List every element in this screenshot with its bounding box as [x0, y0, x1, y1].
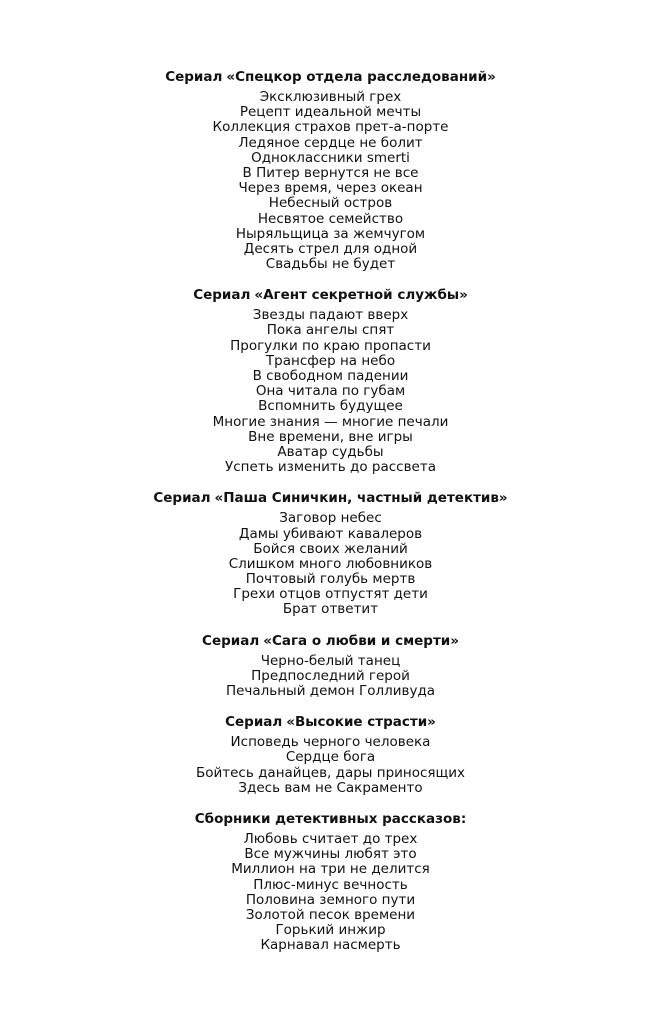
book-title: Сердце бога [285, 749, 376, 766]
book-title: Исповедь черного человека [230, 734, 431, 751]
series-prefix: Сериал [193, 287, 251, 304]
book-title: Вспомнить будущее [258, 398, 403, 415]
collections-heading [0, 810, 661, 828]
book-title: Аватар судьбы [277, 443, 384, 460]
book-title: Предпоследний герой [251, 667, 410, 684]
book-title: Многие знания — многие печали [212, 413, 449, 430]
book-list-page [0, 68, 661, 967]
series-heading [0, 713, 661, 731]
series-name: «Сага о любви и смерти» [263, 632, 459, 649]
book-title-list [0, 654, 661, 700]
series-prefix: Сериал [153, 490, 211, 507]
book-title: Золотой песок времени [245, 906, 416, 923]
book-title: В свободном падении [252, 368, 409, 384]
book-title: Плюс-минус вечность [253, 876, 408, 893]
series-section [0, 286, 661, 475]
book-title-list [0, 90, 661, 272]
book-title: Она читала по губам [255, 383, 406, 400]
series-heading [0, 632, 661, 650]
book-title: Бойся своих желаний [253, 540, 408, 557]
book-title: Грехи отцов отпустят дети [233, 586, 428, 603]
book-title-list [0, 511, 661, 617]
book-title: Миллион на три не делится [231, 861, 430, 878]
book-title: Брат ответит [282, 601, 379, 618]
series-section [0, 489, 661, 617]
book-title: Трансфер на небо [265, 352, 396, 369]
book-title: Слишком много любовников [228, 555, 433, 572]
book-title: Рецепт идеальной мечты [239, 104, 422, 121]
book-title: Почтовый голубь мертв [245, 571, 416, 588]
book-title-list [0, 832, 661, 954]
book-title: Эксклюзивный грех [259, 89, 402, 105]
book-title-list [0, 308, 661, 475]
book-title-list [0, 735, 661, 796]
book-title: Ныряльщица за жемчугом [235, 225, 426, 242]
book-title: Заговор небес [279, 510, 382, 527]
series-prefix: Сериал [165, 69, 223, 85]
book-title: Несвятое семейство [257, 210, 404, 227]
book-title: Все мужчины любят это [244, 846, 417, 863]
series-heading [0, 68, 661, 86]
book-title: Десять стрел для одной [243, 240, 418, 257]
book-title: Черно-белый танец [260, 652, 401, 669]
series-section [0, 632, 661, 700]
book-title: Через время, через океан [238, 180, 423, 197]
book-title: Пока ангелы спят [266, 322, 395, 339]
series-prefix: Сериал [225, 714, 283, 731]
book-title: Карнавал насмерть [260, 937, 401, 954]
book-title: Свадьбы не будет [265, 256, 396, 273]
book-title: Здесь вам не Сакраменто [238, 779, 423, 796]
series-heading [0, 286, 661, 304]
book-title: Ледяное сердце не болит [238, 134, 423, 151]
series-section [0, 713, 661, 796]
book-title: Коллекция страхов прет-а-порте [212, 119, 449, 136]
book-title: Горький инжир [275, 922, 386, 939]
book-title: Прогулки по краю пропасти [230, 337, 431, 354]
book-title: Одноклассники smerti [251, 149, 410, 166]
series-heading [0, 489, 661, 507]
book-title: В Питер вернутся не все [242, 164, 419, 181]
book-title: Звезды падают вверх [252, 307, 409, 324]
series-prefix: Сериал [202, 632, 260, 649]
book-title: Дамы убивают кавалеров [238, 525, 423, 542]
series-name: «Агент секретной службы» [254, 287, 468, 304]
series-name: «Высокие страсти» [286, 714, 436, 731]
series-name: «Спецкор отдела расследований» [226, 69, 496, 85]
book-title: Небесный остров [268, 195, 393, 212]
series-name: «Паша Синичкин, частный детектив» [214, 490, 508, 507]
book-title: Успеть изменить до рассвета [224, 459, 437, 476]
series-section [0, 68, 661, 272]
book-title: Половина земного пути [245, 891, 416, 908]
book-title: Вне времени, вне игры [248, 428, 413, 445]
collections-name: Сборники детективных рассказов: [194, 810, 467, 827]
book-title: Печальный демон Голливуда [225, 683, 436, 699]
collections-section [0, 810, 661, 954]
book-title: Любовь считает до трех [243, 830, 418, 847]
book-title: Бойтесь данайцев, дары приносящих [195, 764, 466, 781]
